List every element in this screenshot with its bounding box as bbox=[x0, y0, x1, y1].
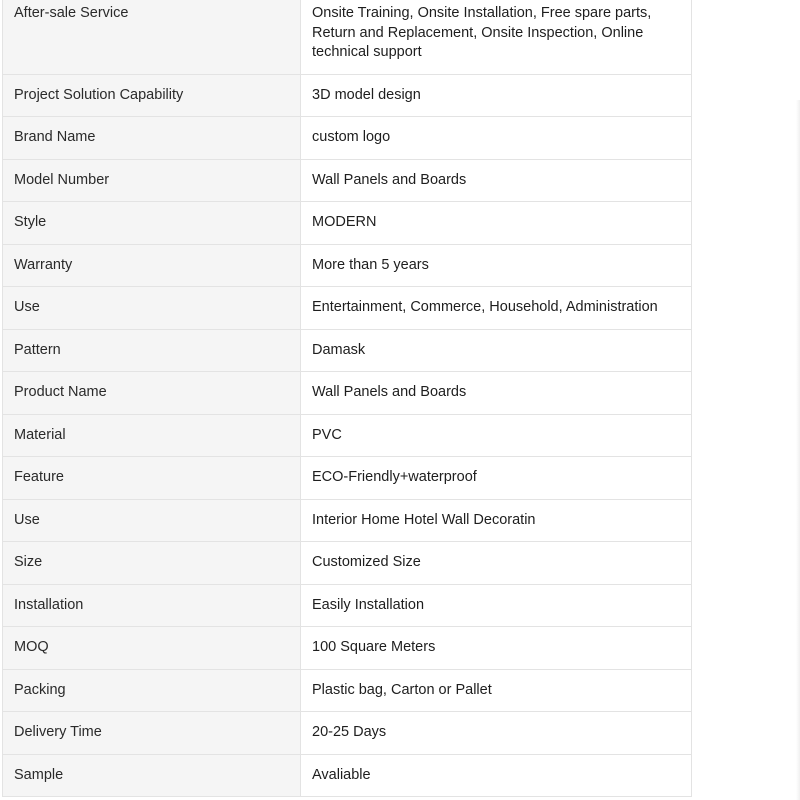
spec-label: Installation bbox=[3, 584, 301, 627]
spec-value: MODERN bbox=[301, 202, 692, 245]
table-row bbox=[3, 372, 692, 415]
spec-label: Pattern bbox=[3, 329, 301, 372]
table-row bbox=[3, 0, 692, 74]
table-row bbox=[3, 584, 692, 627]
spec-value: 3D model design bbox=[301, 74, 692, 117]
spec-value: Avaliable bbox=[301, 754, 692, 797]
table-row bbox=[3, 159, 692, 202]
table-row bbox=[3, 499, 692, 542]
spec-label: Feature bbox=[3, 457, 301, 500]
spec-label: Sample bbox=[3, 754, 301, 797]
spec-value: Entertainment, Commerce, Household, Administration bbox=[301, 287, 692, 330]
spec-label: Brand Name bbox=[3, 117, 301, 160]
spec-label: Project Solution Capability bbox=[3, 74, 301, 117]
spec-value: 100 Square Meters bbox=[301, 627, 692, 670]
spec-value: Wall Panels and Boards bbox=[301, 159, 692, 202]
spec-label: Use bbox=[3, 499, 301, 542]
spec-value: More than 5 years bbox=[301, 244, 692, 287]
spec-label: Delivery Time bbox=[3, 712, 301, 755]
table-row bbox=[3, 329, 692, 372]
spec-label: Style bbox=[3, 202, 301, 245]
page-edge-shadow bbox=[796, 100, 800, 800]
spec-label: Model Number bbox=[3, 159, 301, 202]
spec-value: PVC bbox=[301, 414, 692, 457]
spec-label: Material bbox=[3, 414, 301, 457]
table-row bbox=[3, 414, 692, 457]
spec-value: Easily Installation bbox=[301, 584, 692, 627]
spec-value: custom logo bbox=[301, 117, 692, 160]
table-row bbox=[3, 202, 692, 245]
spec-value: Interior Home Hotel Wall Decoratin bbox=[301, 499, 692, 542]
spec-value: Plastic bag, Carton or Pallet bbox=[301, 669, 692, 712]
spec-label: After-sale Service bbox=[3, 0, 301, 74]
spec-label: Packing bbox=[3, 669, 301, 712]
spec-label: Size bbox=[3, 542, 301, 585]
spec-value: Wall Panels and Boards bbox=[301, 372, 692, 415]
spec-value: Onsite Training, Onsite Installation, Free spare parts, Return and Replacement, Onsite Inspection, Online technical support bbox=[301, 0, 692, 74]
table-row bbox=[3, 542, 692, 585]
spec-label: Use bbox=[3, 287, 301, 330]
spec-label: Warranty bbox=[3, 244, 301, 287]
spec-value: 20-25 Days bbox=[301, 712, 692, 755]
spec-value: Customized Size bbox=[301, 542, 692, 585]
table-row bbox=[3, 244, 692, 287]
table-row bbox=[3, 117, 692, 160]
table-row bbox=[3, 287, 692, 330]
table-row bbox=[3, 74, 692, 117]
spec-label: MOQ bbox=[3, 627, 301, 670]
spec-table bbox=[2, 0, 692, 797]
table-row bbox=[3, 627, 692, 670]
table-row bbox=[3, 754, 692, 797]
spec-value: ECO-Friendly+waterproof bbox=[301, 457, 692, 500]
spec-label: Product Name bbox=[3, 372, 301, 415]
table-row bbox=[3, 712, 692, 755]
table-row bbox=[3, 669, 692, 712]
table-row bbox=[3, 457, 692, 500]
spec-value: Damask bbox=[301, 329, 692, 372]
